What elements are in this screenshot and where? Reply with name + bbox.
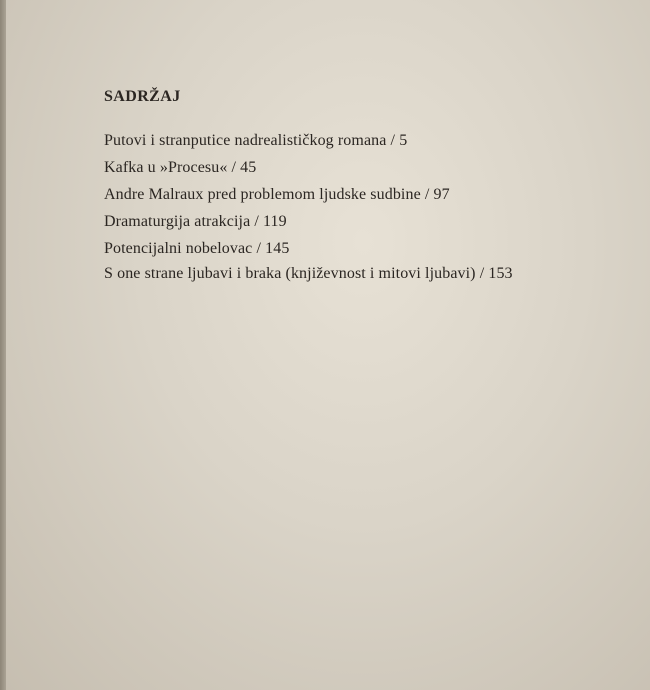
toc-heading: SADRŽAJ (104, 88, 181, 105)
toc-entry: Andre Malraux pred problemom ljudske sudbine / 97 (104, 186, 450, 203)
toc-entry: Dramaturgija atrakcija / 119 (104, 213, 287, 230)
toc-entry: Putovi i stranputice nadrealističkog romana / 5 (104, 132, 408, 149)
toc-entry: Potencijalni nobelovac / 145 (104, 240, 290, 257)
book-page (6, 0, 650, 690)
toc-entry: S one strane ljubavi i braka (književnost i mitovi ljubavi) / 153 (104, 265, 513, 282)
table-of-contents (102, 88, 582, 288)
toc-entry: Kafka u »Procesu« / 45 (104, 159, 257, 176)
